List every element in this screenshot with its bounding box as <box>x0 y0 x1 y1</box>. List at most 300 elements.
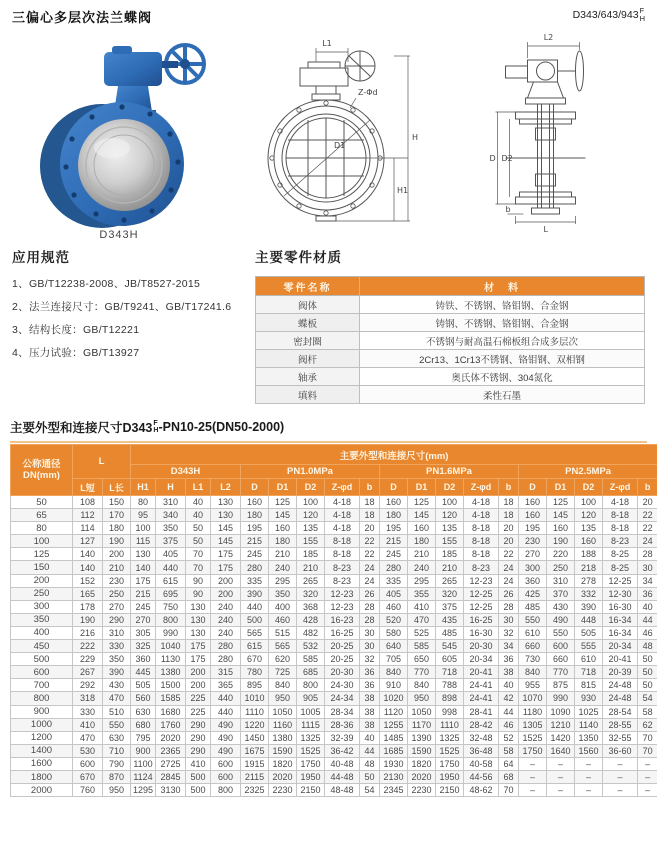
table-cell: 24-48 <box>603 679 638 692</box>
table-cell: 80 <box>131 496 156 509</box>
table-cell: 135 <box>436 522 464 535</box>
table-cell: 2130 <box>380 770 408 783</box>
table-cell: 1420 <box>547 731 575 744</box>
table-cell: 790 <box>103 757 131 770</box>
table-cell: 28-34 <box>325 705 360 718</box>
table-row <box>11 548 657 561</box>
table-cell: 68 <box>499 770 519 783</box>
table-cell: 20-30 <box>325 666 360 679</box>
table-cell: 140 <box>73 548 103 561</box>
table-cell: 8-18 <box>603 522 638 535</box>
table-cell: 16-34 <box>603 626 638 639</box>
table-cell: 200 <box>103 548 131 561</box>
table-cell: 390 <box>103 666 131 679</box>
table-cell: 695 <box>156 587 186 600</box>
table-cell: 640 <box>380 640 408 653</box>
table-cell: 1040 <box>156 640 186 653</box>
table-cell: 240 <box>211 600 241 613</box>
title-rule <box>10 441 647 443</box>
table-cell: 20 <box>499 535 519 548</box>
table-cell: – <box>603 757 638 770</box>
table-cell: 145 <box>408 509 436 522</box>
materials-section <box>247 246 645 404</box>
table-cell: 200 <box>186 679 211 692</box>
table-cell: 28 <box>638 548 657 561</box>
table-cell: 220 <box>547 548 575 561</box>
table-cell: 370 <box>547 587 575 600</box>
table-cell: 130 <box>186 613 211 626</box>
table-cell: 22 <box>638 509 657 522</box>
table-cell: 64 <box>499 757 519 770</box>
table-cell: 28 <box>499 600 519 613</box>
table-cell: 290 <box>186 731 211 744</box>
table-cell: 48-62 <box>464 784 499 797</box>
table-cell: 955 <box>519 679 547 692</box>
table-cell: 375 <box>156 535 186 548</box>
table-cell: 530 <box>73 744 103 757</box>
table-cell: 175 <box>186 653 211 666</box>
table-cell: 44 <box>499 705 519 718</box>
table-cell: – <box>575 770 603 783</box>
table-row <box>11 653 657 666</box>
l-sub-header: L长 <box>103 479 131 496</box>
table-cell: 130 <box>211 496 241 509</box>
table-cell: 160 <box>380 496 408 509</box>
table-cell: 215 <box>380 535 408 548</box>
table-cell: 1760 <box>156 718 186 731</box>
table-cell: 218 <box>575 561 603 574</box>
material-value-cell: 2Cr13、1Cr13不锈钢、铬钼钢、双相钢 <box>360 350 645 368</box>
table-cell: 770 <box>408 666 436 679</box>
table-cell: 585 <box>408 640 436 653</box>
table-cell: 127 <box>73 535 103 548</box>
table-cell: 998 <box>436 705 464 718</box>
table-cell: 300 <box>11 600 73 613</box>
table-cell: – <box>603 784 638 797</box>
materials-row <box>256 332 645 350</box>
table-cell: 520 <box>380 613 408 626</box>
table-cell: 12-23 <box>464 574 499 587</box>
table-cell: 216 <box>73 626 103 639</box>
materials-row <box>256 350 645 368</box>
table-cell: 8-18 <box>325 535 360 548</box>
table-cell: 24 <box>499 561 519 574</box>
table-cell: 490 <box>211 718 241 731</box>
table-cell: 550 <box>519 613 547 626</box>
table-cell: 44-56 <box>464 770 499 783</box>
table-cell: 1110 <box>436 718 464 731</box>
table-cell: 725 <box>269 666 297 679</box>
table-cell: 160 <box>519 509 547 522</box>
table-cell: 188 <box>575 548 603 561</box>
table-cell: 160 <box>241 496 269 509</box>
table-cell: 40 <box>360 731 380 744</box>
table-cell: 600 <box>11 666 73 679</box>
dim-title-suffix: -PN10-25(DN50-2000) <box>158 420 285 434</box>
materials-table <box>255 276 645 404</box>
table-cell: 470 <box>73 731 103 744</box>
table-cell: 215 <box>241 535 269 548</box>
table-cell: 1010 <box>241 692 269 705</box>
table-cell: 705 <box>380 653 408 666</box>
table-cell: 295 <box>269 574 297 587</box>
table-cell: 28-41 <box>464 705 499 718</box>
table-cell: 2230 <box>269 784 297 797</box>
table-cell: 500 <box>241 613 269 626</box>
table-cell: 1400 <box>11 744 73 757</box>
table-cell: 24-41 <box>464 692 499 705</box>
table-cell: 1380 <box>269 731 297 744</box>
table-cell: 30 <box>638 561 657 574</box>
table-cell: 140 <box>131 561 156 574</box>
table-cell: 1750 <box>297 757 325 770</box>
table-cell: 460 <box>380 600 408 613</box>
table-cell: 125 <box>269 496 297 509</box>
table-cell: 38 <box>360 692 380 705</box>
table-cell: 1115 <box>297 718 325 731</box>
table-cell: 305 <box>131 626 156 639</box>
table-cell: 175 <box>186 640 211 653</box>
table-cell: 365 <box>211 679 241 692</box>
table-cell: 505 <box>131 679 156 692</box>
materials-heading: 主要零件材质 <box>255 250 342 265</box>
table-cell: 1950 <box>297 770 325 783</box>
pn-group-header-1: PN1.6MPa <box>380 465 519 479</box>
table-cell: 36-48 <box>464 744 499 757</box>
table-cell: 4-18 <box>325 509 360 522</box>
dim-label-l1: L1 <box>322 39 332 48</box>
table-cell: 8-18 <box>464 535 499 548</box>
table-row <box>11 535 657 548</box>
material-part-cell: 蝶板 <box>256 314 360 332</box>
model-code-text: D343/643/943 <box>572 8 639 21</box>
table-cell: 8-23 <box>325 574 360 587</box>
table-cell: 210 <box>103 561 131 574</box>
table-cell: 320 <box>436 587 464 600</box>
table-cell: 175 <box>211 561 241 574</box>
d343h-sub-header: L1 <box>186 479 211 496</box>
table-cell: 615 <box>241 640 269 653</box>
table-cell: 550 <box>103 718 131 731</box>
table-cell: 280 <box>380 561 408 574</box>
table-cell: 70 <box>186 561 211 574</box>
table-cell: 1050 <box>269 705 297 718</box>
table-cell: 615 <box>156 574 186 587</box>
dim-table-head <box>11 445 657 496</box>
table-cell: 38 <box>499 666 519 679</box>
table-cell: 24 <box>638 535 657 548</box>
table-cell: 1180 <box>519 705 547 718</box>
table-cell: 210 <box>269 548 297 561</box>
table-cell: 1820 <box>269 757 297 770</box>
table-cell: 130 <box>211 509 241 522</box>
table-cell: 2365 <box>156 744 186 757</box>
model-code-suffix <box>640 7 645 22</box>
table-cell: 145 <box>269 509 297 522</box>
dim-title-prefix: 主要外型和连接尺寸D343 <box>10 421 153 435</box>
table-cell: 340 <box>156 509 186 522</box>
table-cell: 1525 <box>519 731 547 744</box>
table-cell: 150 <box>103 496 131 509</box>
table-cell: 20 <box>499 522 519 535</box>
table-cell: 24 <box>499 574 519 587</box>
d343h-sub-header: H <box>156 479 186 496</box>
table-cell: 180 <box>241 509 269 522</box>
table-cell: 90 <box>186 574 211 587</box>
material-part-cell: 填料 <box>256 386 360 404</box>
table-cell: 840 <box>269 679 297 692</box>
table-cell: 34 <box>638 574 657 587</box>
table-cell: 350 <box>11 613 73 626</box>
table-cell: 1380 <box>156 666 186 679</box>
application-list <box>12 276 247 360</box>
dim-label-h: H <box>412 133 419 142</box>
table-cell: 20 <box>360 522 380 535</box>
table-cell: 18 <box>499 509 519 522</box>
dimension-table <box>10 444 657 797</box>
table-cell: 295 <box>408 574 436 587</box>
table-cell: 18 <box>360 496 380 509</box>
table-cell: 40 <box>186 496 211 509</box>
table-cell: 125 <box>11 548 73 561</box>
table-cell: – <box>638 784 657 797</box>
table-cell: 780 <box>241 666 269 679</box>
table-cell: 90 <box>186 587 211 600</box>
table-row <box>11 522 657 535</box>
table-cell: 525 <box>408 626 436 639</box>
table-cell: 800 <box>156 613 186 626</box>
material-part-cell: 密封圈 <box>256 332 360 350</box>
table-cell: 1305 <box>519 718 547 731</box>
table-cell: 200 <box>186 666 211 679</box>
table-cell: 310 <box>156 496 186 509</box>
table-cell: 8-23 <box>325 561 360 574</box>
table-cell: 8-18 <box>603 509 638 522</box>
table-cell: 108 <box>73 496 103 509</box>
table-cell: 185 <box>297 548 325 561</box>
table-cell: 34 <box>499 640 519 653</box>
table-cell: 8-18 <box>325 548 360 561</box>
table-cell: 16-30 <box>603 600 638 613</box>
table-cell: 1255 <box>380 718 408 731</box>
table-cell: 318 <box>73 692 103 705</box>
table-cell: 20-34 <box>464 653 499 666</box>
table-row <box>11 574 657 587</box>
table-cell: 718 <box>436 666 464 679</box>
table-cell: 28 <box>360 600 380 613</box>
table-cell: 315 <box>211 666 241 679</box>
dim-label-d: D <box>489 154 496 163</box>
table-cell: 22 <box>360 535 380 548</box>
table-cell: 28-54 <box>603 705 638 718</box>
table-cell: 267 <box>73 666 103 679</box>
table-cell: 195 <box>380 522 408 535</box>
application-heading: 应用规范 <box>12 250 70 265</box>
table-cell: 505 <box>575 626 603 639</box>
table-cell: 895 <box>241 679 269 692</box>
table-cell: 155 <box>436 535 464 548</box>
dimension-section <box>0 418 657 797</box>
table-cell: 1325 <box>297 731 325 744</box>
table-cell: 16-25 <box>325 626 360 639</box>
dim-label-b: b <box>505 205 511 214</box>
table-cell: 24-48 <box>603 692 638 705</box>
table-cell: 46 <box>499 718 519 731</box>
table-cell: 1210 <box>547 718 575 731</box>
table-cell: 840 <box>408 679 436 692</box>
table-cell: 120 <box>575 509 603 522</box>
table-cell: 350 <box>269 587 297 600</box>
table-cell: 448 <box>575 613 603 626</box>
table-cell: 800 <box>211 784 241 797</box>
table-cell: 4-18 <box>603 496 638 509</box>
table-cell: 1640 <box>547 744 575 757</box>
pn-sub-header: Z-φd <box>603 479 638 496</box>
table-cell: 245 <box>380 548 408 561</box>
table-cell: 250 <box>11 587 73 600</box>
table-row <box>11 666 657 679</box>
table-cell: 670 <box>73 770 103 783</box>
table-cell: 4-18 <box>325 522 360 535</box>
table-cell: 80 <box>11 522 73 535</box>
dim-label-h1: H1 <box>397 186 409 195</box>
table-cell: 36 <box>360 666 380 679</box>
table-cell: 1525 <box>436 744 464 757</box>
table-cell: – <box>519 784 547 797</box>
table-cell: – <box>638 757 657 770</box>
table-cell: 265 <box>297 574 325 587</box>
table-cell: 360 <box>519 574 547 587</box>
table-cell: 360 <box>131 653 156 666</box>
d343h-sub-header: L2 <box>211 479 241 496</box>
table-cell: 1005 <box>297 705 325 718</box>
table-cell: 290 <box>103 613 131 626</box>
table-cell: 500 <box>186 770 211 783</box>
table-cell: 8-25 <box>603 548 638 561</box>
table-cell: 930 <box>575 692 603 705</box>
table-cell: 898 <box>436 692 464 705</box>
table-cell: 265 <box>436 574 464 587</box>
table-cell: 815 <box>575 679 603 692</box>
table-cell: 50 <box>638 666 657 679</box>
table-cell: 2020 <box>269 770 297 783</box>
table-row <box>11 679 657 692</box>
table-cell: 112 <box>73 509 103 522</box>
table-cell: 335 <box>380 574 408 587</box>
valve-disc <box>78 119 170 211</box>
material-part-cell: 轴承 <box>256 368 360 386</box>
table-cell: 580 <box>380 626 408 639</box>
table-row <box>11 626 657 639</box>
table-cell: 2020 <box>408 770 436 783</box>
pn-sub-header: Z-φd <box>464 479 499 496</box>
table-cell: 125 <box>547 496 575 509</box>
pn-sub-header: D1 <box>269 479 297 496</box>
main-span-header: 主要外型和连接尺寸(mm) <box>131 445 657 465</box>
pn-sub-header: D <box>241 479 269 496</box>
table-cell: 950 <box>408 692 436 705</box>
materials-body <box>256 296 645 404</box>
table-cell: 24 <box>360 561 380 574</box>
pn-sub-header: D2 <box>297 479 325 496</box>
table-cell: 910 <box>380 679 408 692</box>
pn-group-header-0: PN1.0MPa <box>241 465 380 479</box>
table-cell: 718 <box>575 666 603 679</box>
table-cell: 120 <box>297 509 325 522</box>
table-cell: 40-48 <box>325 757 360 770</box>
table-row <box>11 640 657 653</box>
table-cell: 250 <box>547 561 575 574</box>
table-cell: 44 <box>638 613 657 626</box>
table-cell: 180 <box>269 535 297 548</box>
spec-item: 1、GB/T12238-2008、JB/T8527-2015 <box>12 278 201 290</box>
pn-group-header-2: PN2.5MPa <box>519 465 657 479</box>
table-cell: 180 <box>380 509 408 522</box>
table-cell: 1590 <box>269 744 297 757</box>
table-cell: 70 <box>638 731 657 744</box>
table-cell: 390 <box>241 587 269 600</box>
table-cell: 32-55 <box>603 731 638 744</box>
table-cell: 12-25 <box>603 574 638 587</box>
table-cell: 425 <box>519 587 547 600</box>
table-cell: 32-39 <box>325 731 360 744</box>
table-cell: 800 <box>297 679 325 692</box>
table-cell: – <box>547 757 575 770</box>
table-cell: 22 <box>638 522 657 535</box>
table-cell: 870 <box>103 770 131 783</box>
table-cell: 100 <box>11 535 73 548</box>
dimension-table-title <box>10 418 647 436</box>
table-cell: 40 <box>638 600 657 613</box>
table-cell: 12-23 <box>325 587 360 600</box>
table-cell: 24-34 <box>325 692 360 705</box>
photo-caption: D343H <box>99 229 139 241</box>
model-sub: H <box>639 13 645 23</box>
table-cell: – <box>547 770 575 783</box>
table-cell: 200 <box>211 574 241 587</box>
table-cell: 280 <box>211 640 241 653</box>
table-cell: 12-30 <box>603 587 638 600</box>
table-cell: 650 <box>408 653 436 666</box>
table-cell: 405 <box>380 587 408 600</box>
table-cell: 1100 <box>131 757 156 770</box>
table-cell: 230 <box>519 535 547 548</box>
table-cell: 190 <box>547 535 575 548</box>
table-cell: 16-25 <box>464 613 499 626</box>
table-cell: 70 <box>186 548 211 561</box>
pn-sub-header: b <box>360 479 380 496</box>
table-cell: 240 <box>269 561 297 574</box>
table-cell: 430 <box>103 679 131 692</box>
table-cell: 135 <box>297 522 325 535</box>
front-view-drawing <box>238 28 443 233</box>
table-cell: 8-23 <box>464 561 499 574</box>
table-cell: 16-23 <box>325 613 360 626</box>
table-row <box>11 561 657 574</box>
table-cell: 150 <box>11 561 73 574</box>
table-cell: 1750 <box>519 744 547 757</box>
table-cell: 95 <box>131 509 156 522</box>
table-cell: 28-36 <box>325 718 360 731</box>
dim-label-d1: D1 <box>334 141 346 150</box>
table-cell: 585 <box>297 653 325 666</box>
table-cell: 770 <box>547 666 575 679</box>
valve-photo-wrap <box>0 28 238 241</box>
table-cell: 12-25 <box>464 587 499 600</box>
table-cell: 550 <box>547 626 575 639</box>
table-cell: 660 <box>547 653 575 666</box>
table-cell: 160 <box>547 522 575 535</box>
